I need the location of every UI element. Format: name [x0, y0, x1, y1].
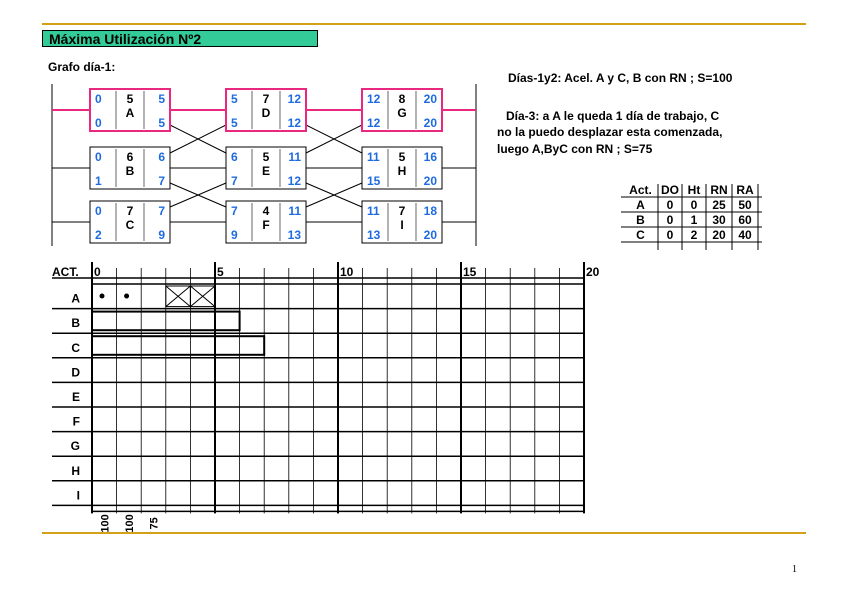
- node-early-start: 5: [231, 92, 238, 106]
- node-late-start: 2: [95, 228, 102, 242]
- node-late-start: 7: [231, 174, 238, 188]
- gantt-header-label: ACT.: [52, 265, 79, 279]
- node-early-finish: 18: [423, 204, 437, 218]
- node-late-finish: 20: [423, 174, 437, 188]
- node-name: H: [397, 164, 407, 178]
- gantt-row-label: F: [72, 414, 80, 429]
- node-early-finish: 11: [288, 204, 301, 218]
- gantt-row-label: I: [76, 488, 80, 503]
- node-late-finish: 12: [287, 116, 301, 130]
- table-header-cell: DO: [661, 183, 679, 197]
- gantt-row-label: B: [71, 316, 80, 331]
- gantt-daily-value: 100: [123, 514, 136, 533]
- node-early-start: 0: [95, 150, 102, 164]
- node-duration: 5: [398, 150, 406, 164]
- table-cell: 40: [738, 228, 752, 242]
- node-early-finish: 20: [423, 92, 437, 106]
- table-cell: 50: [738, 198, 752, 212]
- note-line-1: Días-1y2: Acel. A y C, B con RN ; S=100: [508, 71, 733, 85]
- node-duration: 7: [126, 204, 134, 218]
- gantt-axis-tick: 20: [586, 265, 600, 279]
- node-name: D: [261, 106, 271, 120]
- node-name: G: [397, 106, 407, 120]
- node-early-start: 7: [231, 204, 238, 218]
- gantt-bar-c: [92, 336, 264, 355]
- gantt-row-label: G: [70, 439, 80, 454]
- gantt-daily-value: 100: [99, 514, 112, 533]
- table-cell: 25: [712, 198, 726, 212]
- page-title: Máxima Utilización Nº2: [42, 30, 318, 47]
- table-header-cell: Act.: [629, 183, 652, 197]
- node-late-finish: 9: [158, 228, 165, 242]
- table-cell: A: [636, 198, 645, 212]
- note-line-3: no la puedo desplazar esta comenzada,: [497, 125, 723, 139]
- node-name: C: [125, 218, 135, 232]
- table-cell: 20: [712, 228, 726, 242]
- note-line-4: luego A,ByC con RN ; S=75: [497, 142, 653, 156]
- table-cell: C: [636, 228, 645, 242]
- gantt-row-label: H: [71, 463, 80, 478]
- node-early-start: 11: [367, 204, 380, 218]
- gantt-row-label: D: [71, 365, 80, 380]
- graph-subtitle: Grafo día-1:: [48, 60, 116, 74]
- node-duration: 6: [126, 150, 134, 164]
- table-cell: 30: [712, 213, 726, 227]
- node-name: A: [125, 106, 135, 120]
- note-line-2: Día-3: a A le queda 1 día de trabajo, C: [506, 109, 720, 123]
- node-duration: 5: [262, 150, 270, 164]
- gantt-row-label: E: [71, 390, 80, 404]
- node-early-start: 12: [367, 92, 381, 106]
- node-late-start: 13: [367, 228, 381, 242]
- gantt-row-label: A: [71, 291, 80, 306]
- node-early-finish: 6: [158, 150, 165, 164]
- node-early-finish: 16: [423, 150, 437, 164]
- node-name: B: [125, 164, 135, 178]
- node-duration: 7: [398, 204, 406, 218]
- node-early-start: 6: [231, 150, 238, 164]
- node-duration: 5: [126, 92, 134, 106]
- node-late-finish: 20: [423, 228, 437, 242]
- node-early-start: 11: [367, 150, 380, 164]
- node-name: F: [262, 218, 270, 232]
- node-late-finish: 5: [158, 116, 165, 130]
- gantt-axis-tick: 0: [94, 265, 101, 279]
- node-late-finish: 13: [287, 228, 301, 242]
- node-late-start: 9: [231, 228, 238, 242]
- gantt-axis-tick: 5: [217, 265, 224, 279]
- node-late-finish: 7: [158, 174, 165, 188]
- page-number: 1: [792, 564, 797, 575]
- gantt-daily-value: 75: [148, 517, 161, 530]
- node-name: I: [400, 218, 404, 232]
- node-early-finish: 5: [158, 92, 165, 106]
- node-duration: 4: [262, 204, 270, 218]
- node-late-finish: 20: [423, 116, 437, 130]
- gantt-mark-dot: [100, 294, 105, 299]
- node-early-finish: 12: [287, 92, 301, 106]
- gantt-axis-tick: 15: [463, 265, 477, 279]
- node-early-finish: 11: [288, 150, 301, 164]
- node-late-start: 5: [231, 116, 238, 130]
- node-late-finish: 12: [287, 174, 301, 188]
- table-header-cell: RN: [710, 183, 728, 197]
- gantt-row-label: C: [71, 340, 80, 355]
- node-late-start: 12: [367, 116, 381, 130]
- node-late-start: 0: [95, 116, 102, 130]
- table-cell: 60: [738, 213, 752, 227]
- table-cell: 0: [666, 213, 674, 227]
- table-cell: 0: [666, 198, 674, 212]
- node-name: E: [261, 164, 271, 178]
- node-early-finish: 7: [158, 204, 165, 218]
- table-header-cell: Ht: [687, 183, 701, 197]
- table-cell: 0: [690, 198, 698, 212]
- node-early-start: 0: [95, 92, 102, 106]
- gantt-axis-tick: 10: [340, 265, 354, 279]
- node-early-start: 0: [95, 204, 102, 218]
- table-cell: 2: [690, 228, 698, 242]
- node-duration: 8: [398, 92, 406, 106]
- node-late-start: 1: [95, 174, 102, 188]
- table-cell: 0: [666, 228, 674, 242]
- node-late-start: 15: [367, 174, 381, 188]
- node-duration: 7: [262, 92, 270, 106]
- table-cell: B: [636, 213, 645, 227]
- gantt-mark-dot: [124, 294, 129, 299]
- table-header-cell: RA: [736, 183, 754, 197]
- table-cell: 1: [690, 213, 698, 227]
